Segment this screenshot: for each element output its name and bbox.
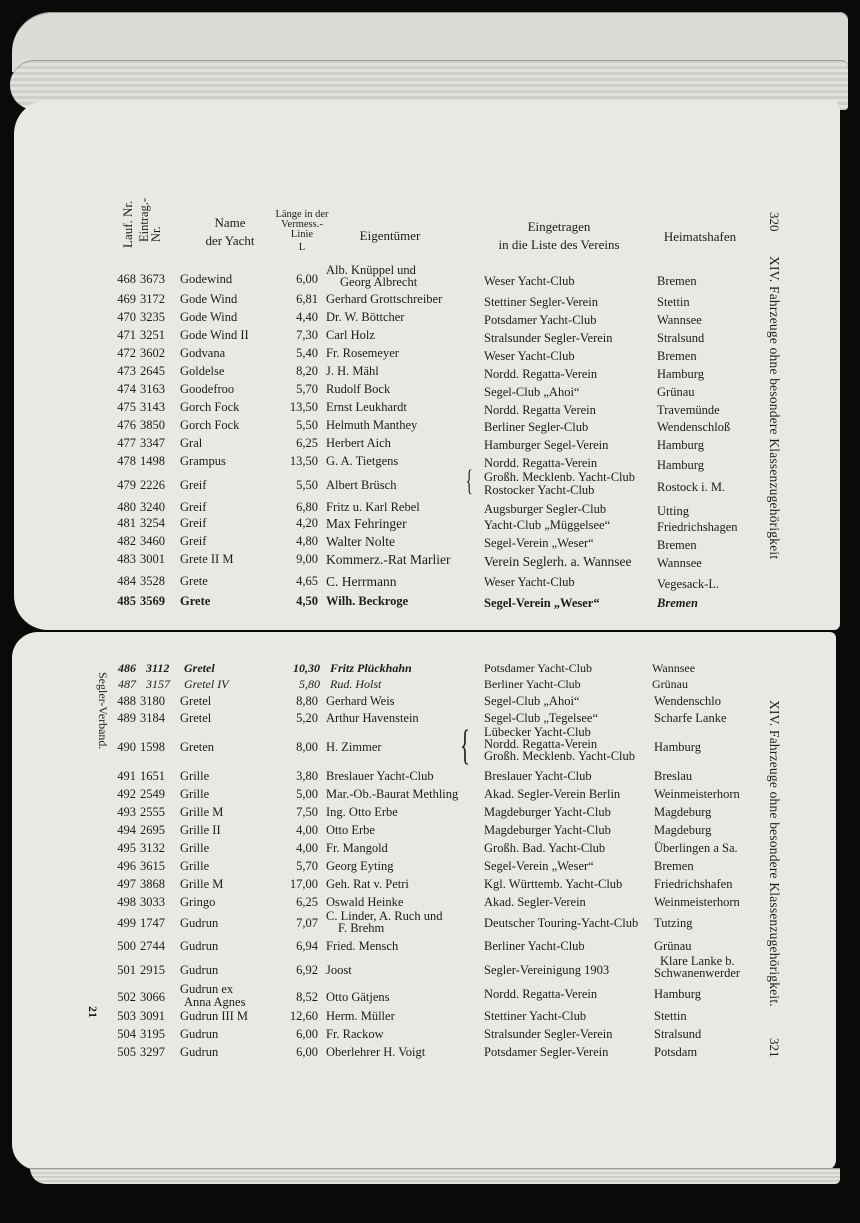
laenge: 6,94	[296, 939, 318, 953]
lauf-nr: 487	[118, 677, 136, 691]
lauf-nr: 480	[117, 500, 136, 514]
owner: Albert Brüsch	[326, 478, 397, 492]
verein: Potsdamer Yacht-Club	[484, 661, 592, 675]
yacht-name: Gode Wind	[180, 292, 238, 306]
laenge: 4,00	[296, 841, 318, 855]
laenge: 8,20	[296, 364, 318, 378]
lauf-nr: 471	[117, 328, 136, 342]
yacht-name: Grampus	[180, 454, 226, 468]
lauf-nr: 474	[117, 382, 136, 396]
lauf-nr: 482	[117, 534, 136, 548]
verein-line3: Großh. Mecklenb. Yacht-Club	[484, 749, 636, 763]
yacht-name: Greif	[180, 500, 207, 514]
heimatshafen: Friedrichshagen	[657, 520, 738, 534]
laenge: 5,40	[296, 346, 318, 360]
heimatshafen: Wannsee	[657, 313, 702, 327]
lauf-nr: 481	[117, 516, 136, 530]
owner: Alb. Knüppel und	[326, 263, 416, 277]
owner: Dr. W. Böttcher	[326, 310, 405, 324]
verein: Yacht-Club „Müggelsee“	[484, 518, 611, 532]
verein: Stettiner Segler-Verein	[484, 295, 598, 309]
laenge: 6,00	[296, 1045, 318, 1059]
laenge: 6,25	[296, 436, 318, 450]
lauf-nr: 472	[117, 346, 136, 360]
heimatshafen: Wendenschloß	[657, 420, 731, 434]
heimatshafen: Hamburg	[657, 458, 704, 472]
verein: Nordd. Regatta-Verein	[484, 987, 598, 1001]
verein: Lübecker Yacht-Club	[484, 725, 591, 739]
eintrag-nr: 2549	[140, 787, 165, 801]
yacht-name: Greif	[180, 534, 207, 548]
heimatshafen: Bremen	[657, 349, 697, 363]
eintrag-nr: 3172	[140, 292, 165, 306]
header-laenge	[268, 210, 336, 253]
owner: Kommerz.-Rat Marlier	[326, 552, 451, 567]
verein: Nordd. Regatta Verein	[484, 403, 596, 417]
lauf-nr: 478	[117, 454, 136, 468]
yacht-name: Gudrun	[180, 1045, 219, 1059]
eintrag-nr: 3460	[140, 534, 165, 548]
heimatshafen: Stettin	[657, 295, 690, 309]
verein: Berliner Yacht-Club	[484, 677, 581, 691]
lauf-nr: 484	[117, 574, 136, 588]
lauf-nr: 476	[117, 418, 136, 432]
owner: C. Linder, A. Ruch und	[326, 909, 443, 923]
verein: Berliner Segler-Club	[484, 420, 589, 434]
lauf-nr: 504	[117, 1027, 136, 1041]
eintrag-nr: 3347	[140, 436, 165, 450]
eintrag-nr: 1651	[140, 769, 165, 783]
heimatshafen: Stralsund	[654, 1027, 702, 1041]
eintrag-nr: 3001	[140, 552, 165, 566]
heimatshafen: Grünau	[657, 385, 695, 399]
heimatshafen: Scharfe Lanke	[654, 711, 727, 725]
lauf-nr: 470	[117, 310, 136, 324]
verein: Nordd. Regatta-Verein	[484, 367, 598, 381]
lauf-nr: 477	[117, 436, 136, 450]
yacht-name: Godvana	[180, 346, 226, 360]
laenge: 8,80	[296, 694, 318, 708]
yacht-name: Gretel	[180, 694, 212, 708]
eintrag-nr: 1747	[140, 916, 165, 930]
yacht-name-line2: Anna Agnes	[184, 995, 246, 1009]
running-head-top: XIV. Fahrzeuge ohne besondere Klassenzugehörigkeit	[767, 256, 782, 560]
yacht-name: Grille M	[180, 805, 224, 819]
verein-line2: Rostocker Yacht-Club	[484, 483, 595, 497]
lauf-nr: 496	[117, 859, 136, 873]
verein: Potsdamer Segler-Verein	[484, 1045, 609, 1059]
owner: Otto Erbe	[326, 823, 375, 837]
owner: C. Herrmann	[326, 574, 397, 589]
yacht-name: Godewind	[180, 272, 233, 286]
header-eingetragen-line2: in die Liste des Vereins	[498, 237, 620, 252]
heimatshafen: Hamburg	[657, 367, 704, 381]
verein: Berliner Yacht-Club	[484, 939, 585, 953]
yacht-name: Gorch Fock	[180, 418, 240, 432]
yacht-name: Grille	[180, 841, 210, 855]
header-eintrag-nr: Eintrag.- Nr.	[137, 197, 163, 242]
lauf-nr: 483	[117, 552, 136, 566]
top-page	[14, 100, 840, 630]
header-eingetragen-line1: Eingetragen	[527, 219, 591, 234]
verein: Segel-Club „Ahoi“	[484, 694, 580, 708]
lauf-nr: 497	[117, 877, 136, 891]
verein: Segel-Verein „Weser“	[484, 859, 594, 873]
yacht-name: Goodefroo	[180, 382, 235, 396]
owner: Mar.-Ob.-Baurat Methling	[326, 787, 459, 801]
yacht-name: Gode Wind	[180, 310, 238, 324]
owner: Max Fehringer	[326, 516, 407, 531]
verein: Weser Yacht-Club	[484, 274, 575, 288]
lauf-nr: 495	[117, 841, 136, 855]
owner: Joost	[326, 963, 352, 977]
eintrag-nr: 3235	[140, 310, 165, 324]
lauf-nr: 502	[117, 990, 136, 1004]
yacht-name: Gretel IV	[184, 677, 229, 691]
laenge: 5,20	[296, 711, 318, 725]
heimatshafen: Bremen	[657, 596, 698, 610]
owner: Georg Eyting	[326, 859, 394, 873]
lauf-nr: 500	[117, 939, 136, 953]
owner: Gerhard Weis	[326, 694, 395, 708]
owner: Otto Gätjens	[326, 990, 390, 1004]
heimatshafen: Wendenschlo	[654, 694, 722, 708]
lauf-nr: 505	[117, 1045, 136, 1059]
yacht-name: Grete II M	[180, 552, 234, 566]
header-name-line2: der Yacht	[205, 233, 255, 248]
yacht-name: Gudrun	[180, 963, 219, 977]
heimatshafen: Überlingen a Sa.	[654, 841, 738, 855]
yacht-name: Grille	[180, 769, 210, 783]
owner: H. Zimmer	[326, 740, 382, 754]
heimatshafen: Grünau	[654, 939, 692, 953]
laenge: 12,60	[289, 1009, 318, 1023]
owner: Herm. Müller	[326, 1009, 395, 1023]
lauf-nr: 501	[117, 963, 136, 977]
header-lauf-nr: Lauf. Nr.	[120, 200, 135, 248]
yacht-name: Gretel	[184, 661, 215, 675]
eintrag-nr: 3066	[140, 990, 165, 1004]
yacht-name: Gode Wind II	[180, 328, 249, 342]
eintrag-nr: 3254	[140, 516, 165, 530]
lauf-nr: 492	[117, 787, 136, 801]
heimatshafen-line2: Schwanenwerder	[654, 966, 741, 980]
laenge: 6,00	[296, 272, 318, 286]
eintrag-nr: 3569	[140, 594, 165, 608]
owner: G. A. Tietgens	[326, 454, 399, 468]
owner: Rudolf Bock	[326, 382, 391, 396]
laenge: 8,00	[296, 740, 318, 754]
laenge: 7,30	[296, 328, 318, 342]
verein: Stralsunder Segler-Verein	[484, 331, 613, 345]
laenge: 4,20	[296, 516, 318, 530]
laenge: 6,80	[296, 500, 318, 514]
verein: Kgl. Württemb. Yacht-Club	[484, 877, 623, 891]
lauf-nr: 486	[118, 661, 136, 675]
owner: Fr. Rackow	[326, 1027, 384, 1041]
header-laenge-line1: Länge in der	[275, 209, 329, 220]
owner: Breslauer Yacht-Club	[326, 769, 434, 783]
yacht-name: Gudrun	[180, 939, 219, 953]
heimatshafen: Weinmeisterhorn	[654, 787, 740, 801]
laenge: 3,80	[296, 769, 318, 783]
lauf-nr: 503	[117, 1009, 136, 1023]
verein: Segel-Verein „Weser“	[484, 596, 600, 610]
laenge: 7,07	[296, 916, 318, 930]
laenge: 17,00	[289, 877, 318, 891]
yacht-name: Greif	[180, 516, 207, 530]
eintrag-nr: 3033	[140, 895, 165, 909]
header-eingetragen	[474, 218, 644, 254]
owner: Fritz Plückhahn	[330, 661, 412, 675]
laenge: 13,50	[289, 400, 318, 414]
heimatshafen: Breslau	[654, 769, 693, 783]
verein: Breslauer Yacht-Club	[484, 769, 592, 783]
eintrag-nr: 1598	[140, 740, 165, 754]
yacht-name: Grille	[180, 787, 210, 801]
laenge: 5,70	[296, 382, 318, 396]
heimatshafen: Hamburg	[654, 987, 701, 1001]
header-name-line1: Name	[214, 215, 246, 230]
lauf-nr: 469	[117, 292, 136, 306]
heimatshafen: Wannsee	[652, 661, 696, 675]
eintrag-nr: 2555	[140, 805, 165, 819]
heimatshafen: Potsdam	[654, 1045, 698, 1059]
owner: Wilh. Beckroge	[326, 594, 409, 608]
verein: Segel-Club „Ahoi“	[484, 385, 580, 399]
header-eigentuemer: Eigentümer	[359, 228, 421, 243]
verein: Großh. Bad. Yacht-Club	[484, 841, 606, 855]
yacht-name: Gudrun ex	[180, 982, 234, 996]
lauf-nr: 468	[117, 272, 136, 286]
yacht-name: Gudrun	[180, 916, 219, 930]
lauf-nr: 499	[117, 916, 136, 930]
yacht-name: Grille II	[180, 823, 221, 837]
heimatshafen: Weinmeisterhorn	[654, 895, 740, 909]
owner: Rud. Holst	[330, 677, 382, 691]
header-laenge-line4: L	[298, 242, 306, 253]
heimatshafen: Magdeburg	[654, 823, 712, 837]
laenge: 7,50	[296, 805, 318, 819]
owner: Helmuth Manthey	[326, 418, 418, 432]
owner: J. H. Mähl	[326, 364, 379, 378]
laenge: 10,30	[293, 661, 320, 675]
eintrag-nr: 2744	[140, 939, 165, 953]
owner: Gerhard Grottschreiber	[326, 292, 443, 306]
header-laenge-line3: Linie	[290, 229, 314, 240]
owner: Geh. Rat v. Petri	[326, 877, 409, 891]
heimatshafen: Tutzing	[654, 916, 693, 930]
verein: Weser Yacht-Club	[484, 575, 575, 589]
laenge: 9,00	[296, 552, 318, 566]
owner: Carl Holz	[326, 328, 375, 342]
verein: Großh. Mecklenb. Yacht-Club	[484, 470, 636, 484]
eintrag-nr: 2915	[140, 963, 165, 977]
heimatshafen: Rostock i. M.	[657, 480, 726, 494]
eintrag-nr: 1498	[140, 454, 165, 468]
yacht-name: Gorch Fock	[180, 400, 240, 414]
heimatshafen: Stettin	[654, 1009, 687, 1023]
verein: Akad. Segler-Verein Berlin	[484, 787, 621, 801]
heimatshafen: Grünau	[652, 677, 688, 691]
heimatshafen: Bremen	[657, 538, 697, 552]
owner: Ing. Otto Erbe	[326, 805, 398, 819]
laenge: 6,81	[296, 292, 318, 306]
eintrag-nr: 3112	[146, 661, 170, 675]
laenge: 5,50	[296, 478, 318, 492]
yacht-name: Gral	[180, 436, 203, 450]
lauf-nr: 493	[117, 805, 136, 819]
owner: Herbert Aich	[326, 436, 391, 450]
yacht-name: Gudrun III M	[180, 1009, 249, 1023]
eintrag-nr: 2695	[140, 823, 165, 837]
lauf-nr: 498	[117, 895, 136, 909]
header-heimatshafen: Heimatshafen	[663, 229, 737, 244]
verein: Stralsunder Segler-Verein	[484, 1027, 613, 1041]
verein: Akad. Segler-Verein	[484, 895, 586, 909]
owner: Ernst Leukhardt	[326, 400, 407, 414]
heimatshafen: Bremen	[654, 859, 694, 873]
owner: Oberlehrer H. Voigt	[326, 1045, 426, 1059]
yacht-name: Goldelse	[180, 364, 225, 378]
eintrag-nr: 3143	[140, 400, 165, 414]
laenge: 4,50	[296, 594, 318, 608]
yacht-name: Greten	[180, 740, 215, 754]
lauf-nr: 473	[117, 364, 136, 378]
owner: Oswald Heinke	[326, 895, 404, 909]
eintrag-nr: 3163	[140, 382, 165, 396]
verein: Stettiner Yacht-Club	[484, 1009, 587, 1023]
header-name	[190, 214, 270, 250]
verein: Nordd. Regatta-Verein	[484, 456, 598, 470]
verein: Weser Yacht-Club	[484, 349, 575, 363]
yacht-name: Grille M	[180, 877, 224, 891]
laenge: 5,00	[296, 787, 318, 801]
laenge: 5,80	[299, 677, 320, 691]
owner: Fr. Mangold	[326, 841, 388, 855]
lauf-nr: 485	[117, 594, 136, 608]
laenge: 4,80	[296, 534, 318, 548]
verein: Segel-Club „Tegelsee“	[484, 711, 599, 725]
verein: Augsburger Segler-Club	[484, 502, 607, 516]
heimatshafen: Magdeburg	[654, 805, 712, 819]
eintrag-nr: 3602	[140, 346, 165, 360]
owner: Fr. Rosemeyer	[326, 346, 399, 360]
eintrag-nr: 3615	[140, 859, 165, 873]
heimatshafen: Wannsee	[657, 556, 702, 570]
heimatshafen: Hamburg	[654, 740, 701, 754]
heimatshafen: Travemünde	[657, 403, 720, 417]
owner-line2: Georg Albrecht	[340, 275, 418, 289]
yacht-name: Gretel	[180, 711, 212, 725]
lauf-nr: 491	[117, 769, 136, 783]
owner: Fritz u. Karl Rebel	[326, 500, 420, 514]
lauf-nr: 489	[117, 711, 136, 725]
eintrag-nr: 3132	[140, 841, 165, 855]
eintrag-nr: 3297	[140, 1045, 165, 1059]
laenge: 6,25	[296, 895, 318, 909]
owner: Walter Nolte	[326, 534, 396, 549]
laenge: 4,40	[296, 310, 318, 324]
laenge: 4,00	[296, 823, 318, 837]
heimatshafen: Vegesack-L.	[657, 577, 720, 591]
laenge: 4,65	[296, 574, 318, 588]
lauf-nr: 490	[117, 740, 136, 754]
yacht-name: Grete	[180, 594, 211, 608]
verein: Magdeburger Yacht-Club	[484, 823, 611, 837]
eintrag-nr: 3868	[140, 877, 165, 891]
owner-line2: F. Brehm	[338, 921, 385, 935]
eintrag-nr: 3850	[140, 418, 165, 432]
heimatshafen: Friedrichshafen	[654, 877, 733, 891]
eintrag-nr: 2226	[140, 478, 165, 492]
lauf-nr: 479	[117, 478, 136, 492]
yacht-name: Grete	[180, 574, 208, 588]
eintrag-nr: 3673	[140, 272, 165, 286]
laenge: 5,70	[296, 859, 318, 873]
verein: Segler-Vereinigung 1903	[484, 963, 610, 977]
lauf-nr: 488	[117, 694, 136, 708]
owner: Arthur Havenstein	[326, 711, 419, 725]
eintrag-nr: 3180	[140, 694, 165, 708]
laenge: 8,52	[296, 990, 318, 1004]
header-laenge-line2: Vermess.-	[281, 219, 323, 230]
eintrag-nr: 3240	[140, 500, 165, 514]
eintrag-nr: 3184	[140, 711, 165, 725]
brace: {	[460, 723, 471, 769]
page-edge-bottom	[30, 1168, 840, 1184]
brace: {	[465, 464, 473, 497]
eintrag-nr: 3091	[140, 1009, 165, 1023]
verein: Hamburger Segel-Verein	[484, 438, 609, 452]
yacht-name: Greif	[180, 478, 207, 492]
laenge: 5,50	[296, 418, 318, 432]
laenge: 6,00	[296, 1027, 318, 1041]
heimatshafen: Hamburg	[657, 438, 704, 452]
verein-line2: Nordd. Regatta-Verein	[484, 737, 598, 751]
yacht-name: Gringo	[180, 895, 216, 909]
eintrag-nr: 3195	[140, 1027, 165, 1041]
page-number-321: 321	[767, 1038, 782, 1058]
running-head-bottom: XIV. Fahrzeuge ohne besondere Klassenzugehörigkeit.	[767, 700, 782, 1007]
verein: Potsdamer Yacht-Club	[484, 313, 597, 327]
verein: Deutscher Touring-Yacht-Club	[484, 916, 639, 930]
eintrag-nr: 3528	[140, 574, 165, 588]
laenge: 13,50	[289, 454, 318, 468]
page-number-320: 320	[767, 212, 782, 232]
heimatshafen: Bremen	[657, 274, 697, 288]
yacht-name: Grille	[180, 859, 210, 873]
eintrag-nr: 2645	[140, 364, 165, 378]
laenge: 6,92	[296, 963, 318, 977]
heimatshafen: Klare Lanke b.	[660, 954, 735, 968]
heimatshafen: Utting	[657, 504, 689, 518]
heimatshafen: Stralsund	[657, 331, 705, 345]
verein: Segel-Verein „Weser“	[484, 536, 594, 550]
margin-note-segler-verband: Segler-Verband.	[96, 672, 110, 750]
signature-mark: 21	[86, 1006, 100, 1018]
verein: Magdeburger Yacht-Club	[484, 805, 611, 819]
eintrag-nr: 3251	[140, 328, 165, 342]
verein: Verein Seglerh. a. Wannsee	[484, 554, 632, 569]
eintrag-nr: 3157	[146, 677, 170, 691]
owner: Fried. Mensch	[326, 939, 399, 953]
yacht-name: Gudrun	[180, 1027, 219, 1041]
lauf-nr: 475	[117, 400, 136, 414]
lauf-nr: 494	[117, 823, 136, 837]
